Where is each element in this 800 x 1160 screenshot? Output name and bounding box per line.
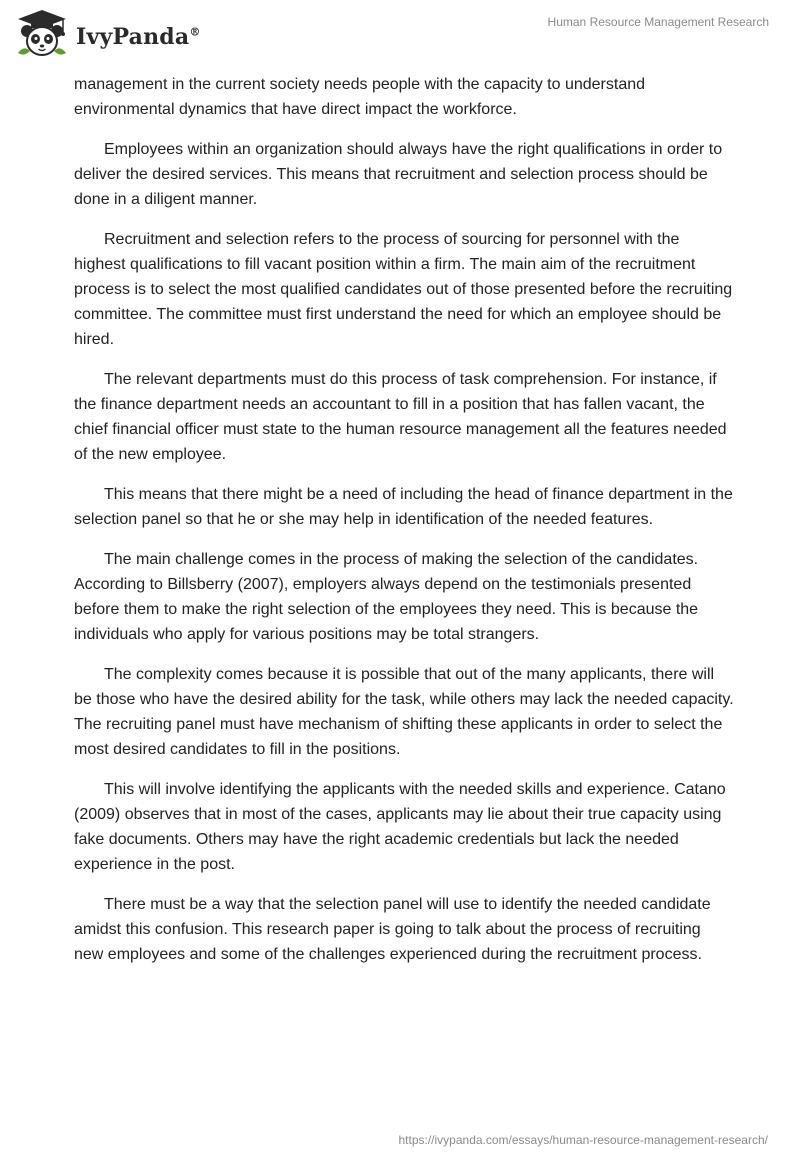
page-header — [0, 0, 800, 70]
essay-body — [74, 72, 734, 982]
paragraph: Employees within an organization should always have the right qualifications in order to deliver the desired services. This means that recruitment and selection process should be done in a diligent manner. — [74, 141, 723, 208]
document-title: Human Resource Management Research — [547, 15, 769, 29]
paragraph: The relevant departments must do this process of task comprehension. For instance, if the finance department needs an accountant to fill in a position that has fallen vacant, the chief financial officer must state to the human resource management all the features needed of the new employee. — [74, 371, 727, 463]
paragraph: The main challenge comes in the process of making the selection of the candidates. According to Billsberry (2007), employers always depend on the testimonials presented before them to make the right selection of the employees they need. This is because the individuals who apply for various positions may be total strangers. — [74, 551, 699, 643]
brand-name: IvyPanda® — [76, 24, 201, 50]
ivypanda-logo[interactable] — [14, 7, 204, 59]
paragraph: There must be a way that the selection panel will use to identify the needed candidate amidst this confusion. This research paper is going to talk about the process of recruiting new employees and some of the challenges experienced during the recruitment process. — [74, 896, 711, 963]
panda-graduate-icon — [14, 7, 70, 59]
source-url-link[interactable]: https://ivypanda.com/essays/human-resource-management-research/ — [398, 1133, 768, 1147]
paragraph: The complexity comes because it is possible that out of the many applicants, there will be those who have the desired ability for the task, while others may lack the needed capacity. The recruiting panel must have mechanism of shifting these applicants in order to select the most desired candidates to fill in the positions. — [74, 666, 734, 758]
paragraph: management in the current society needs people with the capacity to understand environmental dynamics that have direct impact the workforce. — [74, 76, 646, 118]
paragraph: This will involve identifying the applicants with the needed skills and experience. Catano (2009) observes that in most of the cases, applicants may lie about their true capacity using fake documents. Others may have the right academic credentials but lack the needed experience in the post. — [74, 781, 726, 873]
paragraph: This means that there might be a need of including the head of finance department in the selection panel so that he or she may help in identification of the needed features. — [74, 486, 733, 528]
paragraph: Recruitment and selection refers to the process of sourcing for personnel with the highest qualifications to fill vacant position within a firm. The main aim of the recruitment process is to select the most qualified candidates out of those presented before the recruiting committee. The committee must first understand the need for which an employee should be hired. — [74, 231, 733, 348]
